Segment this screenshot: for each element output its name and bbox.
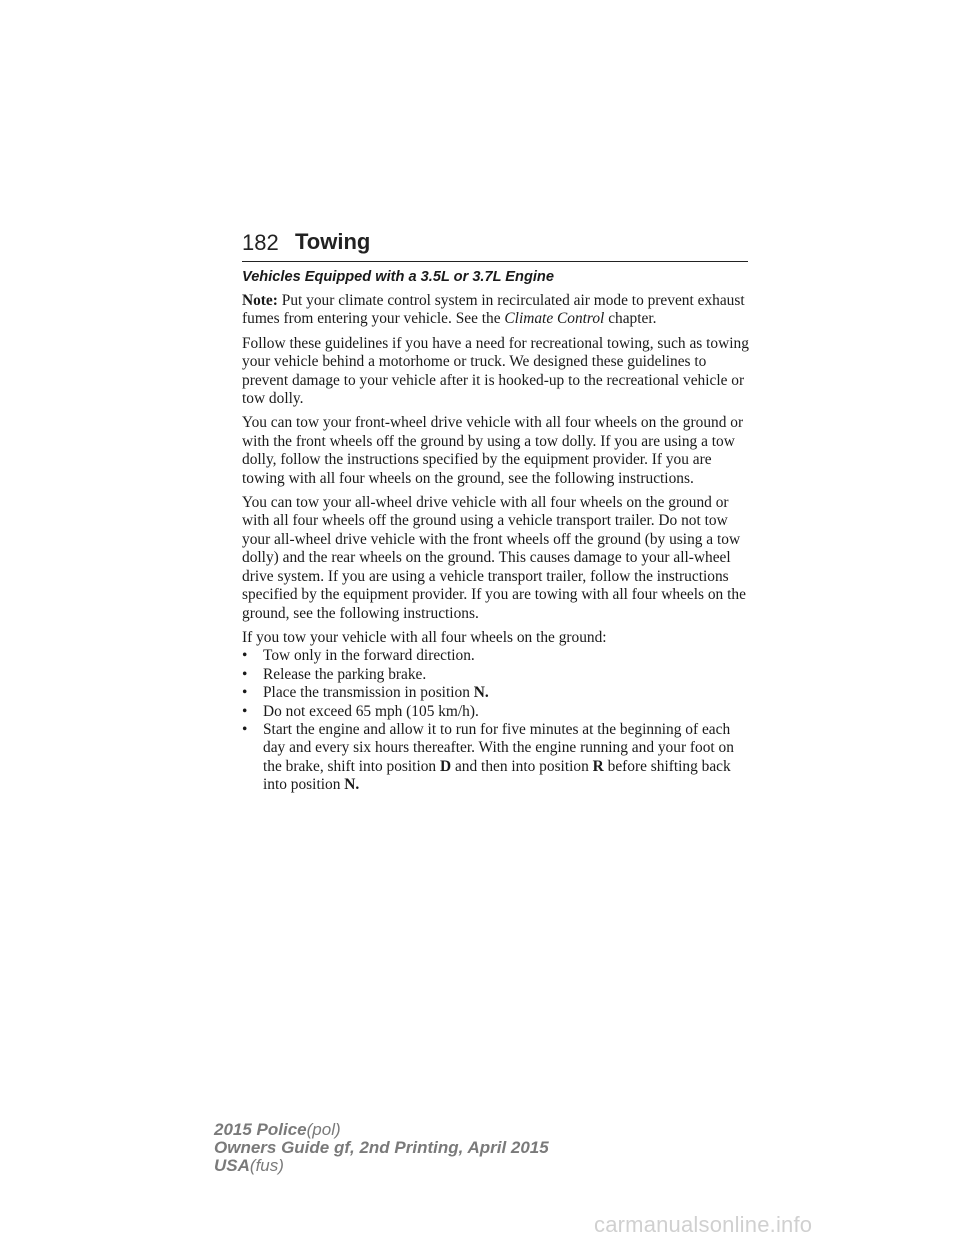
bullet-icon: • [242,720,248,738]
gear-position-n: N. [473,684,489,702]
note-text: Put your climate control system in recirculated air mode to prevent exhaust fumes from entering your vehicle. See the [242,292,745,328]
note-chapter-reference: Climate Control [504,310,605,328]
bullet-icon: • [242,665,248,683]
note-text-end: chapter. [608,310,657,328]
list-item-text: Place the transmission in position [263,684,470,702]
chapter-title: Towing [295,229,371,254]
page-number: 182 [242,230,279,255]
list-item-text: before shifting back into position [263,757,731,794]
gear-position-r: R [592,757,604,775]
list-item [242,684,754,702]
list-item [242,721,754,795]
footer-line-edition: Owners Guide gf, 2nd Printing, April 2015 [214,1138,549,1157]
footer-line-model: 2015 Police(pol) [214,1120,341,1139]
bullet-icon: • [242,684,248,702]
body-paragraph: Follow these guidelines if you have a need for recreational towing, such as towing your vehicle behind a motorhome or truck. We designed these guidelines to prevent damage to your vehicle after it is hooked-up to the recreational vehicle or tow dolly. [242,334,749,408]
body-paragraph: You can tow your front-wheel drive vehicle with all four wheels on the ground or with the front wheels off the ground by using a tow dolly. If you are using a tow dolly, follow the instructions specified by the equipment provider. If you are towing with all four wheels on the ground, see the following instructions. [242,414,744,487]
list-item-text: Tow only in the forward direction. [263,647,475,665]
note-label: Note: [242,292,278,309]
bullet-icon: • [242,647,248,665]
list-item [242,666,754,684]
list-item [242,647,754,665]
print-footer [214,1121,549,1175]
gear-position-d: D [439,757,452,775]
footer-line-market: USA(fus) [214,1156,284,1175]
note-paragraph [242,292,754,329]
list-item-text: Do not exceed 65 mph (105 km/h). [263,702,479,720]
list-intro: If you tow your vehicle with all four wheels on the ground: [242,628,607,646]
list-item-text: Start the engine and allow it to run for five minutes at the beginning of each day and every six hours thereafter. With the engine running and your foot on the brake, shift into position [263,720,734,775]
bullet-icon: • [242,702,248,720]
bullet-list [242,647,754,794]
page-content [242,268,754,795]
page-header [242,229,748,262]
site-watermark: carmanualsonline.info [594,1212,813,1237]
gear-position-n: N. [344,776,360,794]
list-item-text: Release the parking brake. [263,665,427,683]
list-item [242,703,754,721]
section-heading: Vehicles Equipped with a 3.5L or 3.7L Engine [242,269,554,285]
body-paragraph: You can tow your all-wheel drive vehicle with all four wheels on the ground or with all four wheels off the ground using a vehicle transport trailer. Do not tow your all-wheel drive vehicle with the front wheels off the ground (by using a tow dolly) and the rear wheels on the ground. This causes damage to your all-wheel drive system. If you are using a vehicle transport trailer, follow the instructions specified by the equipment provider. If you are towing with all four wheels on the ground, see the following instructions. [242,494,746,622]
list-item-text: and then into position [454,757,589,775]
